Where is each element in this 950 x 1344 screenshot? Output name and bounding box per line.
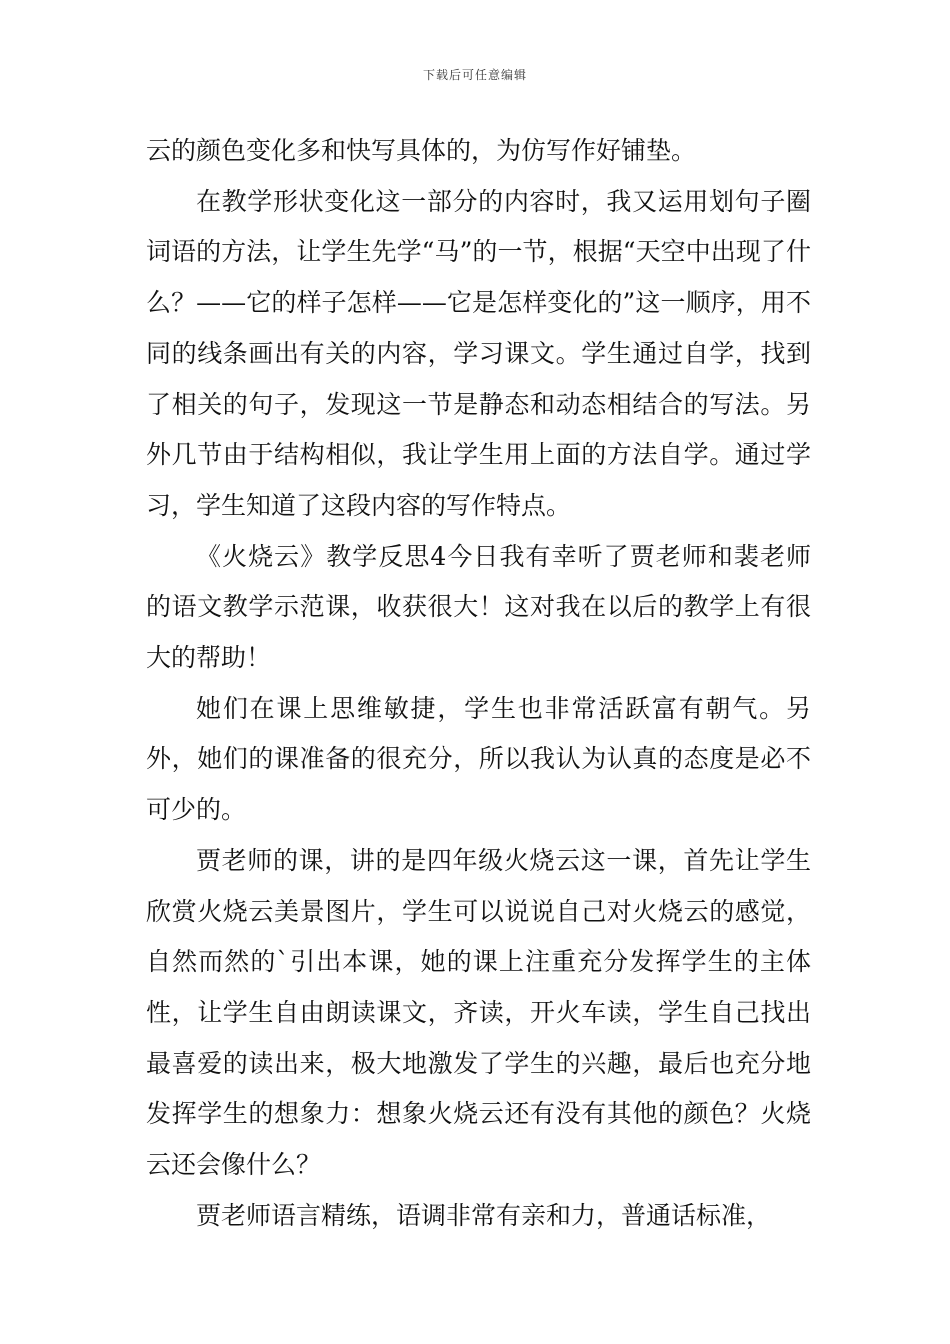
paragraph: 贾老师语言精练，语调非常有亲和力，普通话标准， bbox=[196, 1200, 772, 1230]
paragraph: 在教学形状变化这一部分的内容时，我又运用划句子圈词语的方法，让学生先学“马”的一节，根据“天空中出现了什么？——它的样子怎样——它是怎样变化的”这一顺序，用不同的线条画出有关的内容，学习课文。学生通过自学，找到了相关的句子，发现这一节是静态和动态相结合的写法。另外几节由于结构相似，我让学生用上面的方法自学。通过学习，学生知道了这段内容的写作特点。 bbox=[146, 186, 811, 520]
paragraph: 她们在课上思维敏捷，学生也非常活跃富有朝气。另外，她们的课准备的很充分，所以我认为认真的态度是必不可少的。 bbox=[146, 693, 811, 825]
paragraph: 云的颜色变化多和快写具体的，为仿写作好铺垫。 bbox=[146, 136, 697, 165]
header-note: 下载后可任意编辑 bbox=[422, 68, 527, 82]
paragraph: 《火烧云》教学反思4今日我有幸听了贾老师和裴老师的语文教学示范课，收获很大！这对我在以后的教学上有很大的帮助！ bbox=[146, 541, 811, 673]
paragraph: 贾老师的课，讲的是四年级火烧云这一课，首先让学生欣赏火烧云美景图片，学生可以说说自己对火烧云的感觉，自然而然的`引出本课，她的课上注重充分发挥学生的主体性，让学生自由朗读课文，齐读，开火车读，学生自己找出最喜爱的读出来，极大地激发了学生的兴趣，最后也充分地发挥学生的想象力：想象火烧云还有没有其他的颜色？火烧云还会像什么？ bbox=[146, 845, 811, 1180]
document-body bbox=[146, 126, 811, 1241]
